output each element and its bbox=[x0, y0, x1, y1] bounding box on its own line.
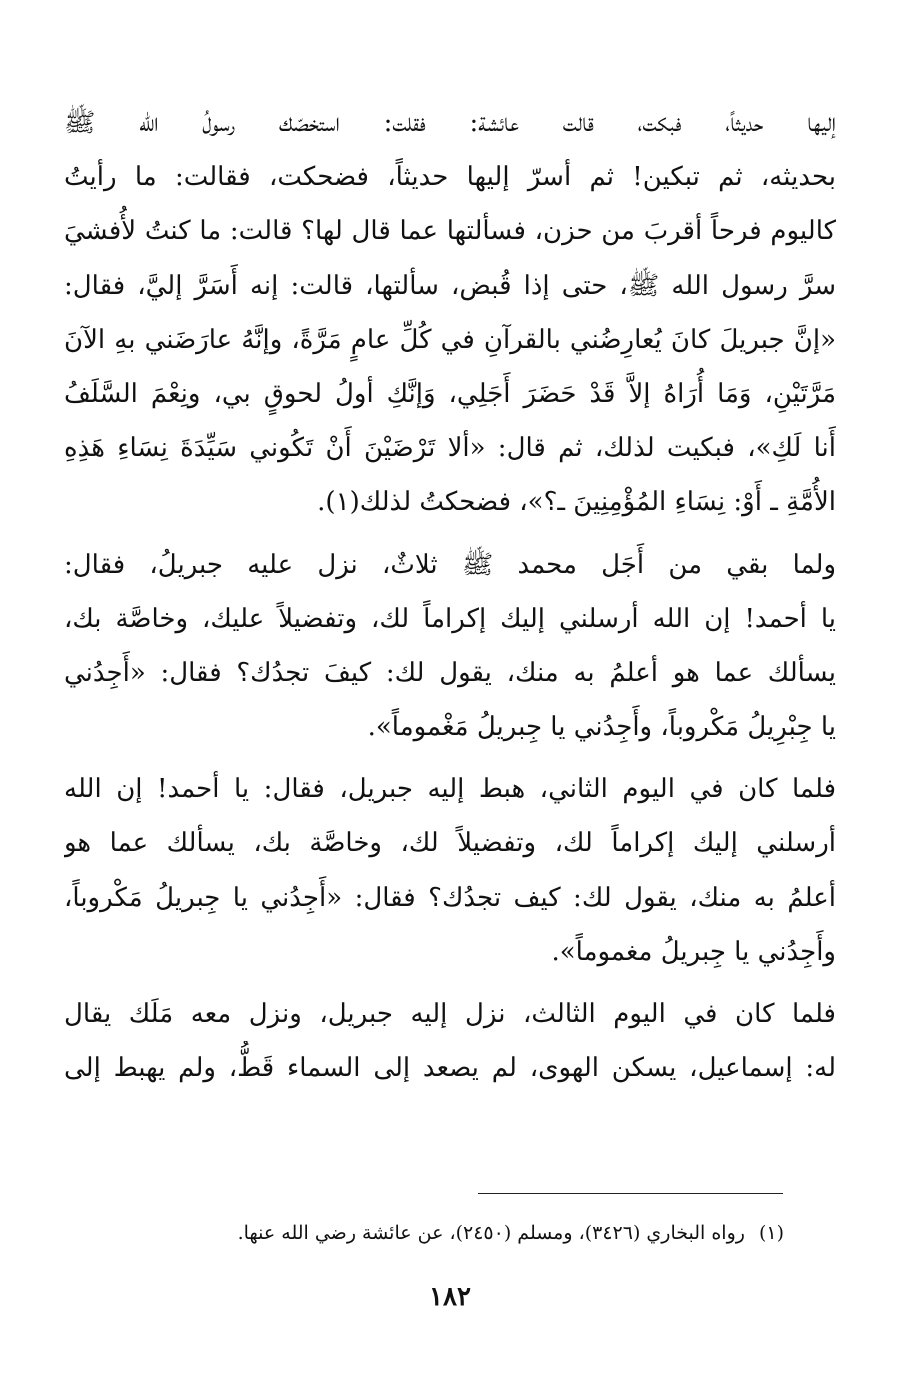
text-line: الأُمَّةِ ـ أَوْ: نِسَاءِ المُؤْمِنِينَ ـ؟»، فضحكتُ لذلك(١). bbox=[317, 487, 836, 518]
text-line: فلما كان في اليوم الثالث، نزل إليه جبريل، ونزل معه مَلَك يقال bbox=[64, 999, 836, 1029]
paragraph-1 bbox=[64, 96, 836, 530]
text-line: يا جِبْرِيلُ مَكْروباً، وأَجِدُني يا جِبريلُ مَغْموماً». bbox=[367, 712, 836, 743]
page-number: ١٨٢ bbox=[429, 1282, 471, 1312]
footnote-divider bbox=[478, 1193, 783, 1194]
text-line: يسألك عما هو أعلمُ به منك، يقول لك: كيفَ تجدُك؟ فقال: «أَجِدُني bbox=[64, 657, 836, 688]
text-line: سرَّ رسول الله ﷺ، حتى إذا قُبض، سألتها، قالت: إنه أَسَرَّ إليَّ، فقال: bbox=[64, 270, 836, 301]
text-line: أعلمُ به منك، يقول لك: كيف تجدُك؟ فقال: «أَجِدُني يا جِبريلُ مَكْروباً، bbox=[64, 882, 836, 913]
text-line: بحديثه، ثم تبكين! ثم أسرّ إليها حديثاً، فضحكت، فقالت: ما رأيتُ bbox=[64, 162, 836, 193]
text-line: كاليوم فرحاً أقربَ من حزن، فسألتها عما قال لها؟ قالت: ما كنتُ لأُفشيَ bbox=[64, 216, 836, 247]
footnote bbox=[238, 1218, 784, 1248]
text-line: مَرَّتَيْنِ، وَمَا أُرَاهُ إلاَّ قَدْ حَضَرَ أَجَلِي، وَإنَّكِ أولُ لحوقٍ بي، ونِعْمَ السَّلَفُ bbox=[64, 378, 836, 409]
paragraph-3 bbox=[64, 762, 836, 979]
footnote-marker: (١) bbox=[758, 1222, 784, 1244]
paragraph-4 bbox=[64, 987, 836, 1095]
footnote-text: رواه البخاري (٣٤٢٦)، ومسلم (٢٤٥٠)، عن عائشة رضي الله عنها. bbox=[237, 1222, 745, 1244]
text-line: ولما بقي من أَجَل محمد ﷺ ثلاثٌ، نزل عليه جبريلُ، فقال: bbox=[64, 549, 836, 580]
text-line: أَنا لَكِ»، فبكيت لذلك، ثم قال: «ألا تَرْضَيْنَ أَنْ تَكُوني سَيِّدَةَ نِسَاءِ هَذِهِ bbox=[64, 433, 836, 464]
paragraph-2 bbox=[64, 538, 836, 755]
text-line: إليها حديثاً، فبكت، قالت عائشة: فقلت: استخصّك رسولُ الله ﷺ bbox=[64, 108, 836, 138]
text-line: وأَجِدُني يا جِبريلُ مغموماً». bbox=[551, 936, 836, 967]
text-line: يا أحمد! إن الله أرسلني إليك إكراماً لك، وتفضيلاً عليك، وخاصَّة بك، bbox=[64, 603, 836, 634]
body-text bbox=[64, 96, 836, 1095]
text-line: «إنَّ جبريلَ كانَ يُعارِضُني بالقرآنِ في كُلِّ عامٍ مَرَّةً، وإنَّهُ عارَضَني بهِ الآنَ bbox=[64, 324, 836, 355]
text-line: أرسلني إليك إكراماً لك، وتفضيلاً لك، وخاصَّة بك، يسألك عما هو bbox=[64, 828, 836, 859]
text-line: فلما كان في اليوم الثاني، هبط إليه جبريل، فقال: يا أحمد! إن الله bbox=[64, 774, 836, 805]
text-line: له: إسماعيل، يسكن الهوى، لم يصعد إلى السماء قَطُّ، ولم يهبط إلى bbox=[64, 1053, 836, 1084]
